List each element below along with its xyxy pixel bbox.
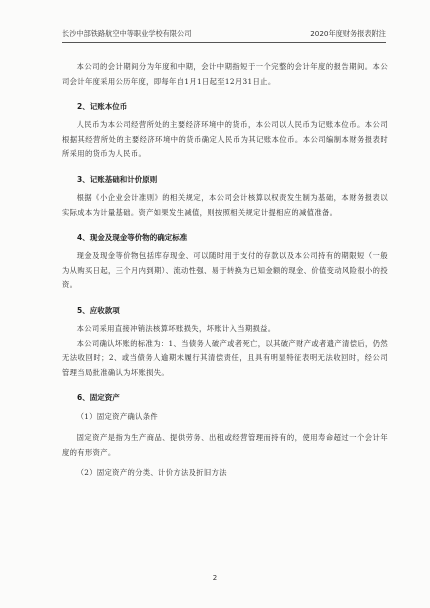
header-company-name: 长沙中部铁路航空中等职业学校有限公司 (62, 29, 192, 38)
header-report-title: 2020年度财务报表附注 (310, 29, 386, 38)
paragraph-bad-debt-criteria: 本公司确认坏账的标准为：1、当债务人破产或者死亡，以其破产财产或者遗产清偿后，仍然无法收回时；2、或当债务人逾期未履行其清偿责任，且具有明显特征表明无法收回时，经公司管理当局批准确认为坏账损失。 (62, 338, 388, 377)
section-title-fixed-assets: 6、固定资产 (77, 393, 120, 403)
page-header (62, 28, 386, 43)
paragraph-currency: 人民币为本公司经营所处的主要经济环境中的货币，本公司以人民币为记账本位币。本公司根据其经营所处的主要经济环境中的货币确定人民币为其记账本位币。本公司编制本财务报表时所采用的货币为人民币。 (62, 120, 388, 159)
paragraph-receivables-method: 本公司采用直接冲销法核算坏账损失，坏账计入当期损益。 (76, 323, 276, 333)
paragraph-accounting-period: 本公司的会计期间分为年度和中期，会计中期指短于一个完整的会计年度的报告期间。本公司会计年度采用公历年度，即每年自1月1日起至12月31日止。 (62, 62, 388, 86)
paragraph-accounting-basis: 根据《小企业会计准则》的相关规定，本公司会计核算以权责发生制为基础，本财务报表以实际成本为计量基础。资产如果发生减值，则按照相关规定计提相应的减值准备。 (62, 192, 388, 217)
section-title-currency: 2、记账本位币 (77, 102, 128, 112)
page-number: 2 (212, 574, 218, 582)
section-title-accounting-basis: 3、记账基础和计价原则 (77, 174, 158, 184)
paragraph-fixed-asset-definition: 固定资产是指为生产商品、提供劳务、出租或经营管理而持有的，使用寿命超过一个会计年度的有形资产。 (62, 432, 388, 457)
paragraph-cash-equivalents: 现金及现金等价物包括库存现金、可以随时用于支付的存款以及本公司持有的期限短（一般为从购买日起，三个月内到期）、流动性强、易于转换为已知金额的现金、价值变动风险很小的投资。 (62, 251, 388, 290)
section-title-receivables: 5、应收款项 (77, 305, 120, 315)
subsection-title-fixed-asset-recognition: （1）固定资产确认条件 (76, 412, 159, 422)
document-body (62, 60, 388, 487)
subsection-title-fixed-asset-classification: （2）固定资产的分类、计价方法及折旧方法 (76, 468, 227, 478)
section-title-cash-equivalents: 4、现金及现金等价物的确定标准 (77, 233, 188, 243)
